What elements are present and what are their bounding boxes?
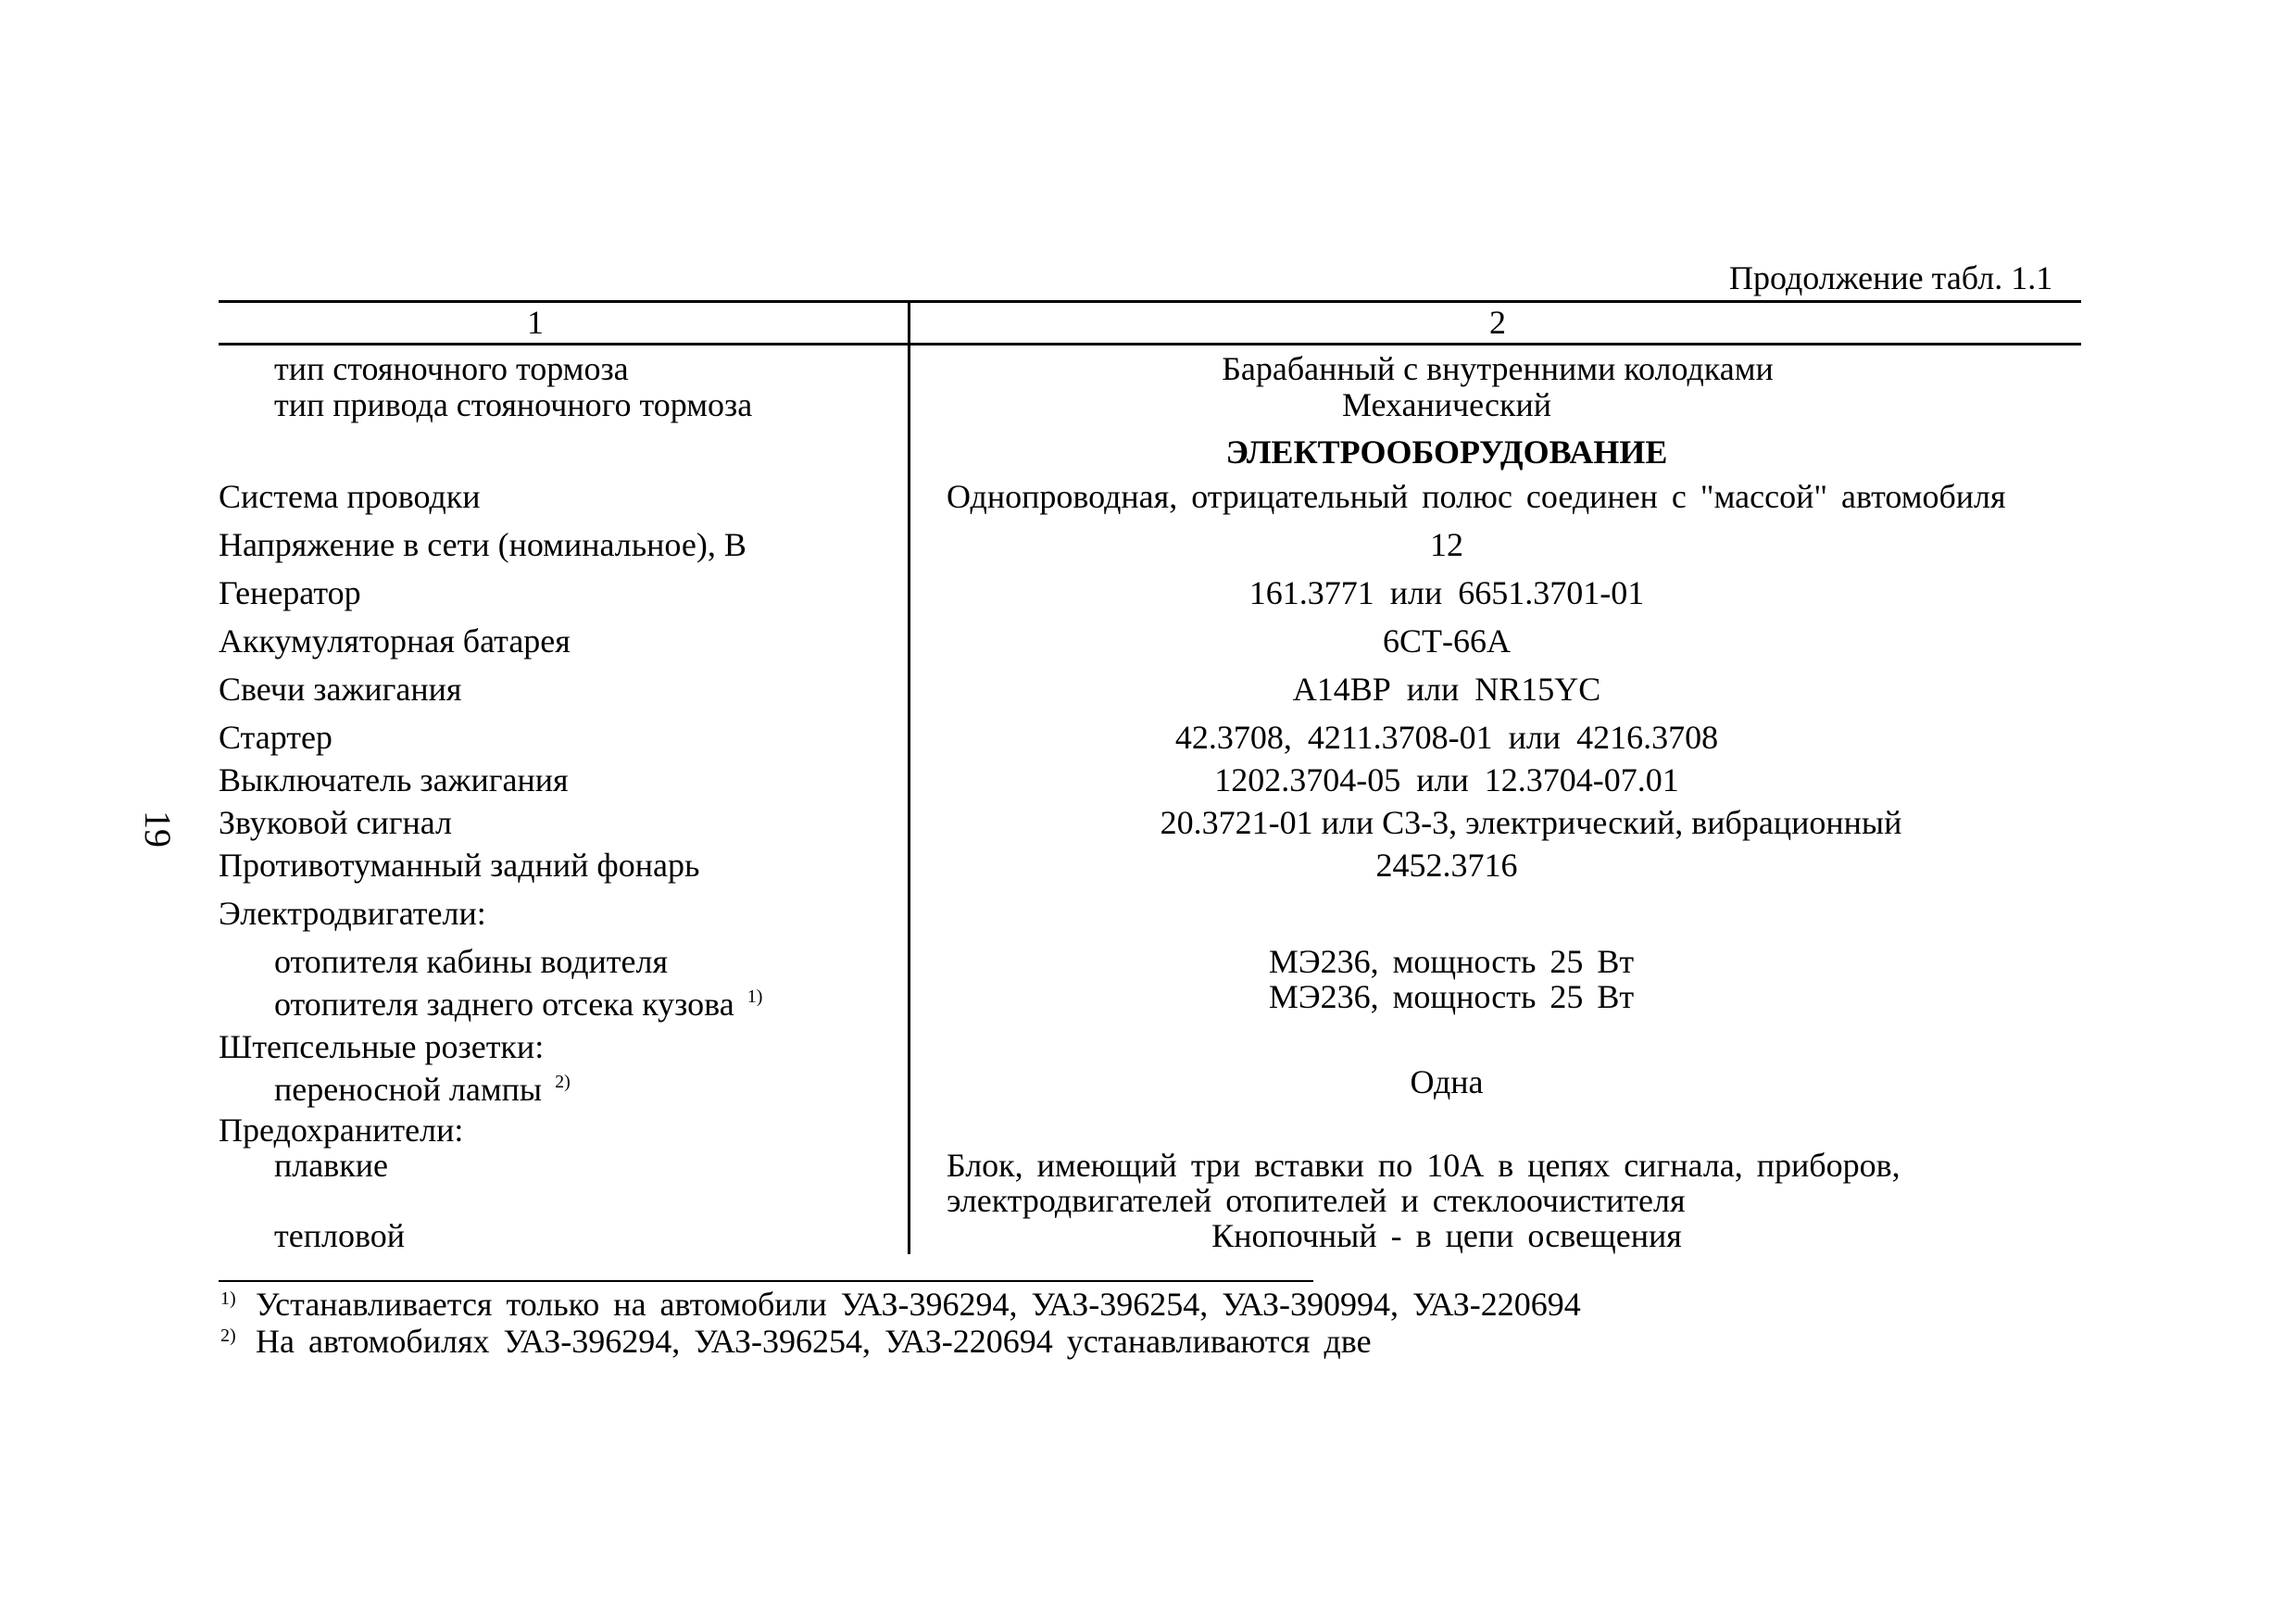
- value-ignition-switch: 1202.3704-05 или 12.3704-07.01: [1214, 761, 1679, 798]
- footnote-rule: [219, 1280, 1313, 1282]
- param-spark-plugs: Свечи зажигания: [219, 671, 462, 708]
- column-header-1: 1: [527, 304, 544, 341]
- value-fusible-fuses-line-2: электродвигателей отопителей и стеклоочистителя: [947, 1182, 1686, 1219]
- value-horn: 20.3721-01 или С3-3, электрический, вибрационный: [1160, 804, 1902, 841]
- param-portable-lamp-text: переносной лампы: [274, 1071, 543, 1108]
- param-wiring-system: Система проводки: [219, 478, 481, 515]
- value-portable-lamp: Одна: [1410, 1063, 1484, 1100]
- value-voltage: 12: [1430, 526, 1463, 563]
- table-column-divider: [908, 300, 910, 1254]
- value-starter: 42.3708, 4211.3708-01 или 4216.3708: [1174, 719, 1719, 756]
- param-generator: Генератор: [219, 574, 361, 611]
- value-fusible-fuses-line-1: Блок, имеющий три вставки по 10А в цепях сигнала, приборов,: [947, 1147, 1901, 1184]
- value-spark-plugs: А14ВР или NR15YC: [1292, 671, 1601, 708]
- param-parking-brake-drive: тип привода стояночного тормоза: [274, 386, 753, 423]
- param-ignition-switch: Выключатель зажигания: [219, 761, 569, 798]
- footnote-2-text: На автомобилях УАЗ-396294, УАЗ-396254, УАЗ-220694 устанавливаются две: [256, 1323, 1372, 1360]
- param-rear-heater-motor-text: отопителя заднего отсека кузова: [274, 986, 734, 1023]
- footnote-1-text: Устанавливается только на автомобили УАЗ-396294, УАЗ-396254, УАЗ-390994, УАЗ-220694: [256, 1286, 1581, 1323]
- param-fuses: Предохранители:: [219, 1112, 464, 1149]
- param-portable-lamp: [274, 1063, 571, 1108]
- param-cab-heater-motor: отопителя кабины водителя: [274, 943, 669, 980]
- value-thermal-fuse: Кнопочный - в цепи освещения: [1211, 1217, 1682, 1254]
- param-rear-fog-lamp: Противотуманный задний фонарь: [219, 847, 700, 884]
- value-battery: 6СТ-66А: [1383, 622, 1511, 660]
- param-horn: Звуковой сигнал: [219, 804, 453, 841]
- param-starter: Стартер: [219, 719, 332, 756]
- column-header-2: 2: [1489, 304, 1506, 341]
- footnote-2-mark: 2): [220, 1326, 236, 1346]
- value-rear-fog-lamp: 2452.3716: [1375, 847, 1518, 884]
- param-sockets: Штепсельные розетки:: [219, 1028, 545, 1065]
- continuation-label: Продолжение табл. 1.1: [1729, 259, 2053, 296]
- param-electric-motors: Электродвигатели:: [219, 895, 486, 932]
- value-rear-heater-motor: МЭ236, мощность 25 Вт: [1268, 978, 1635, 1015]
- footnote-ref-1: 1): [747, 986, 763, 1007]
- value-parking-brake-drive: Механический: [1341, 386, 1552, 423]
- table-top-rule: [219, 300, 2081, 303]
- table-header-rule: [219, 343, 2081, 346]
- footnote-1-mark: 1): [220, 1288, 236, 1309]
- value-parking-brake-type: Барабанный с внутренними колодками: [1222, 350, 1774, 387]
- value-wiring-system: Однопроводная, отрицательный полюс соединен с "массой" автомобиля: [947, 478, 2006, 515]
- value-generator: 161.3771 или 6651.3701-01: [1248, 574, 1645, 611]
- footnote-ref-2: 2): [555, 1072, 571, 1092]
- value-cab-heater-motor: МЭ236, мощность 25 Вт: [1268, 943, 1635, 980]
- param-battery: Аккумуляторная батарея: [219, 622, 571, 660]
- param-thermal-fuse: тепловой: [274, 1217, 405, 1254]
- param-fusible-fuses: плавкие: [274, 1147, 388, 1184]
- param-voltage: Напряжение в сети (номинальное), В: [219, 526, 747, 563]
- section-heading: ЭЛЕКТРООБОРУДОВАНИЕ: [1225, 434, 1668, 471]
- param-parking-brake-type: тип стояночного тормоза: [274, 350, 629, 387]
- param-rear-heater-motor: [274, 978, 762, 1023]
- page-number: 19: [137, 810, 179, 848]
